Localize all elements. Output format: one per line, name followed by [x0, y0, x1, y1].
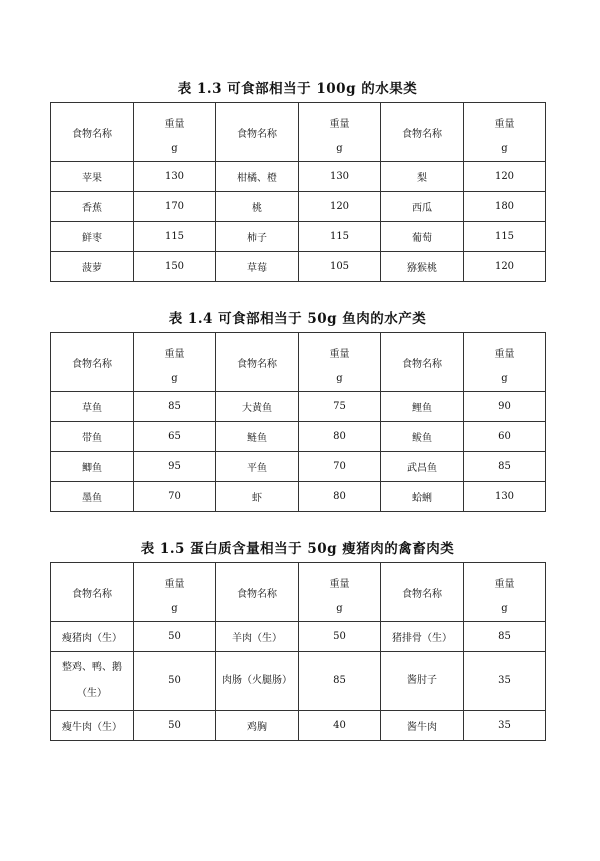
food-cell: 葡萄 [381, 222, 464, 252]
table-aquatic [50, 310, 545, 512]
food-cell: 酱肘子 [381, 652, 464, 711]
food-cell: 蛤蜊 [381, 482, 464, 512]
food-cell: 鲅鱼 [381, 422, 464, 452]
weight-cell: 70 [299, 452, 381, 482]
food-cell: 桃 [216, 192, 299, 222]
food-cell: 虾 [216, 482, 299, 512]
header-weight: 重量 g [134, 103, 216, 162]
header-weight: 重量 g [134, 333, 216, 392]
weight-cell: 150 [134, 252, 216, 282]
data-table [50, 102, 546, 282]
table-row [51, 652, 546, 711]
weight-cell: 50 [134, 622, 216, 652]
weight-cell: 65 [134, 422, 216, 452]
weight-cell: 115 [299, 222, 381, 252]
header-weight: 重量 g [299, 333, 381, 392]
weight-cell: 120 [464, 162, 546, 192]
food-cell: 鲢鱼 [216, 422, 299, 452]
table-caption: 表 1.5 蛋白质含量相当于 50g 瘦猪肉的禽畜肉类 [140, 541, 455, 557]
table-row [51, 711, 546, 741]
food-cell: 整鸡、鸭、鹅 （生） [51, 652, 134, 711]
weight-cell: 115 [464, 222, 546, 252]
weight-cell: 120 [299, 192, 381, 222]
header-row [51, 103, 546, 162]
table-row [51, 422, 546, 452]
weight-cell: 50 [299, 622, 381, 652]
food-cell: 瘦猪肉（生） [51, 622, 134, 652]
table-row [51, 482, 546, 512]
weight-cell: 85 [134, 392, 216, 422]
weight-cell: 70 [134, 482, 216, 512]
weight-cell: 130 [299, 162, 381, 192]
food-cell: 猪排骨（生） [381, 622, 464, 652]
food-cell: 鸡胸 [216, 711, 299, 741]
food-cell: 鲤鱼 [381, 392, 464, 422]
weight-cell: 80 [299, 482, 381, 512]
table-meat [50, 540, 545, 741]
food-cell: 羊肉（生） [216, 622, 299, 652]
header-name: 食物名称 [381, 103, 464, 162]
table-row [51, 252, 546, 282]
food-cell: 苹果 [51, 162, 134, 192]
header-name: 食物名称 [381, 563, 464, 622]
header-name: 食物名称 [381, 333, 464, 392]
header-row [51, 563, 546, 622]
weight-cell: 95 [134, 452, 216, 482]
header-name: 食物名称 [216, 333, 299, 392]
weight-cell: 85 [464, 622, 546, 652]
food-cell: 猕猴桃 [381, 252, 464, 282]
food-cell: 柿子 [216, 222, 299, 252]
header-weight: 重量 g [464, 563, 546, 622]
food-cell: 酱牛肉 [381, 711, 464, 741]
table-row [51, 162, 546, 192]
food-cell: 带鱼 [51, 422, 134, 452]
food-cell: 草鱼 [51, 392, 134, 422]
header-weight: 重量 g [134, 563, 216, 622]
weight-cell: 120 [464, 252, 546, 282]
table-row [51, 622, 546, 652]
food-cell: 鲫鱼 [51, 452, 134, 482]
weight-cell: 170 [134, 192, 216, 222]
food-cell: 香蕉 [51, 192, 134, 222]
food-cell: 柑橘、橙 [216, 162, 299, 192]
food-cell: 西瓜 [381, 192, 464, 222]
food-cell: 大黄鱼 [216, 392, 299, 422]
weight-cell: 180 [464, 192, 546, 222]
food-cell: 瘦牛肉（生） [51, 711, 134, 741]
food-cell: 武昌鱼 [381, 452, 464, 482]
food-cell: 菠萝 [51, 252, 134, 282]
weight-cell: 105 [299, 252, 381, 282]
header-weight: 重量 g [464, 333, 546, 392]
header-name: 食物名称 [51, 103, 134, 162]
table-row [51, 392, 546, 422]
data-table [50, 332, 546, 512]
data-table [50, 562, 546, 741]
header-weight: 重量 g [299, 103, 381, 162]
food-cell: 平鱼 [216, 452, 299, 482]
food-cell: 鲜枣 [51, 222, 134, 252]
table-caption: 表 1.3 可食部相当于 100g 的水果类 [177, 81, 418, 97]
food-cell: 墨鱼 [51, 482, 134, 512]
header-name: 食物名称 [51, 333, 134, 392]
header-name: 食物名称 [216, 563, 299, 622]
table-caption: 表 1.4 可食部相当于 50g 鱼肉的水产类 [168, 311, 427, 327]
weight-cell: 35 [464, 652, 546, 711]
table-row [51, 222, 546, 252]
table-fruits [50, 80, 545, 282]
weight-cell: 50 [134, 711, 216, 741]
weight-cell: 40 [299, 711, 381, 741]
food-cell: 草莓 [216, 252, 299, 282]
weight-cell: 85 [464, 452, 546, 482]
header-weight: 重量 g [299, 563, 381, 622]
weight-cell: 60 [464, 422, 546, 452]
food-cell: 肉肠（火腿肠） [216, 652, 299, 711]
weight-cell: 35 [464, 711, 546, 741]
table-row [51, 192, 546, 222]
header-name: 食物名称 [51, 563, 134, 622]
weight-cell: 50 [134, 652, 216, 711]
food-cell: 梨 [381, 162, 464, 192]
weight-cell: 80 [299, 422, 381, 452]
weight-cell: 75 [299, 392, 381, 422]
weight-cell: 85 [299, 652, 381, 711]
header-name: 食物名称 [216, 103, 299, 162]
weight-cell: 130 [134, 162, 216, 192]
table-row [51, 452, 546, 482]
weight-cell: 115 [134, 222, 216, 252]
header-row [51, 333, 546, 392]
header-weight: 重量 g [464, 103, 546, 162]
weight-cell: 90 [464, 392, 546, 422]
weight-cell: 130 [464, 482, 546, 512]
